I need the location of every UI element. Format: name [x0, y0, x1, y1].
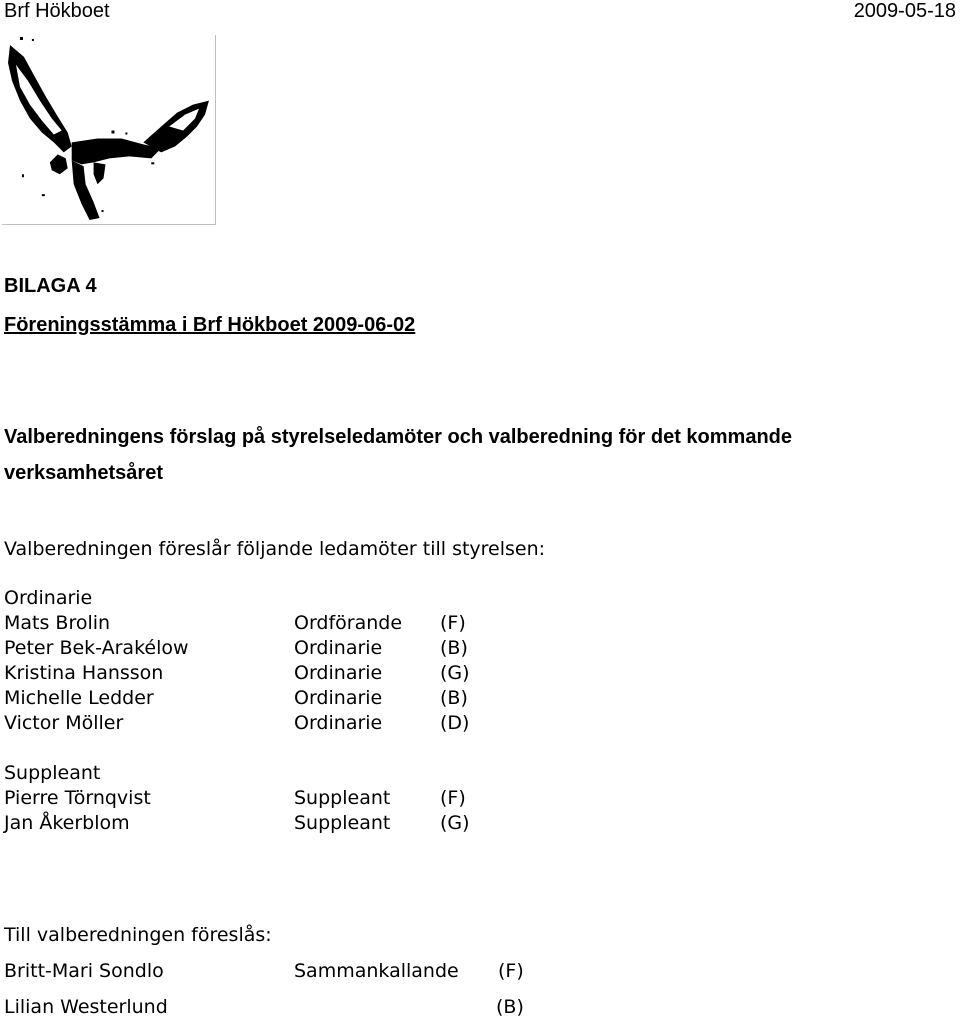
- member-name: Michelle Ledder: [4, 687, 154, 709]
- deputy-code: (F): [440, 787, 466, 809]
- member-name: Peter Bek-Arakélow: [4, 637, 189, 659]
- member-role: Ordinarie: [294, 662, 383, 684]
- organization-name: Brf Hökboet: [4, 0, 110, 22]
- member-role: Ordinarie: [294, 687, 383, 709]
- intro-text: Valberedningen föreslår följande ledamöter till styrelsen:: [4, 538, 546, 560]
- ordinary-heading: Ordinarie: [4, 587, 93, 609]
- member-code: (D): [440, 712, 470, 734]
- member-name: Victor Möller: [4, 712, 124, 734]
- member-name: Mats Brolin: [4, 612, 111, 634]
- member-role: Ordinarie: [294, 712, 383, 734]
- meeting-title: Föreningsstämma i Brf Hökboet 2009-06-02: [4, 314, 416, 336]
- member-role: Ordinarie: [294, 637, 383, 659]
- nominee-role: Sammankallande: [294, 960, 459, 982]
- attachment-title: BILAGA 4: [4, 275, 97, 297]
- deputy-role: Suppleant: [294, 812, 391, 834]
- member-code: (B): [440, 637, 468, 659]
- nominee-code: (B): [496, 996, 524, 1018]
- member-name: Kristina Hansson: [4, 662, 164, 684]
- member-code: (B): [440, 687, 468, 709]
- document-date: 2009-05-18: [853, 0, 956, 22]
- member-role: Ordförande: [294, 612, 403, 634]
- deputies-heading: Suppleant: [4, 762, 101, 784]
- deputy-role: Suppleant: [294, 787, 391, 809]
- proposal-heading-line2: verksamhetsåret: [4, 462, 163, 484]
- deputy-name: Pierre Törnqvist: [4, 787, 151, 809]
- proposal-heading-line1: Valberedningens förslag på styrelseledamöter och valberedning för det kommande: [4, 426, 792, 448]
- deputy-name: Jan Åkerblom: [4, 812, 130, 834]
- member-code: (G): [440, 662, 470, 684]
- deputy-code: (G): [440, 812, 470, 834]
- nominee-name: Britt-Mari Sondlo: [4, 960, 164, 982]
- nominee-code: (F): [498, 960, 524, 982]
- hawk-icon: [2, 35, 216, 225]
- member-code: (F): [440, 612, 466, 634]
- nominee-name: Lilian Westerlund: [4, 996, 168, 1018]
- nomination-heading: Till valberedningen föreslås:: [4, 924, 272, 946]
